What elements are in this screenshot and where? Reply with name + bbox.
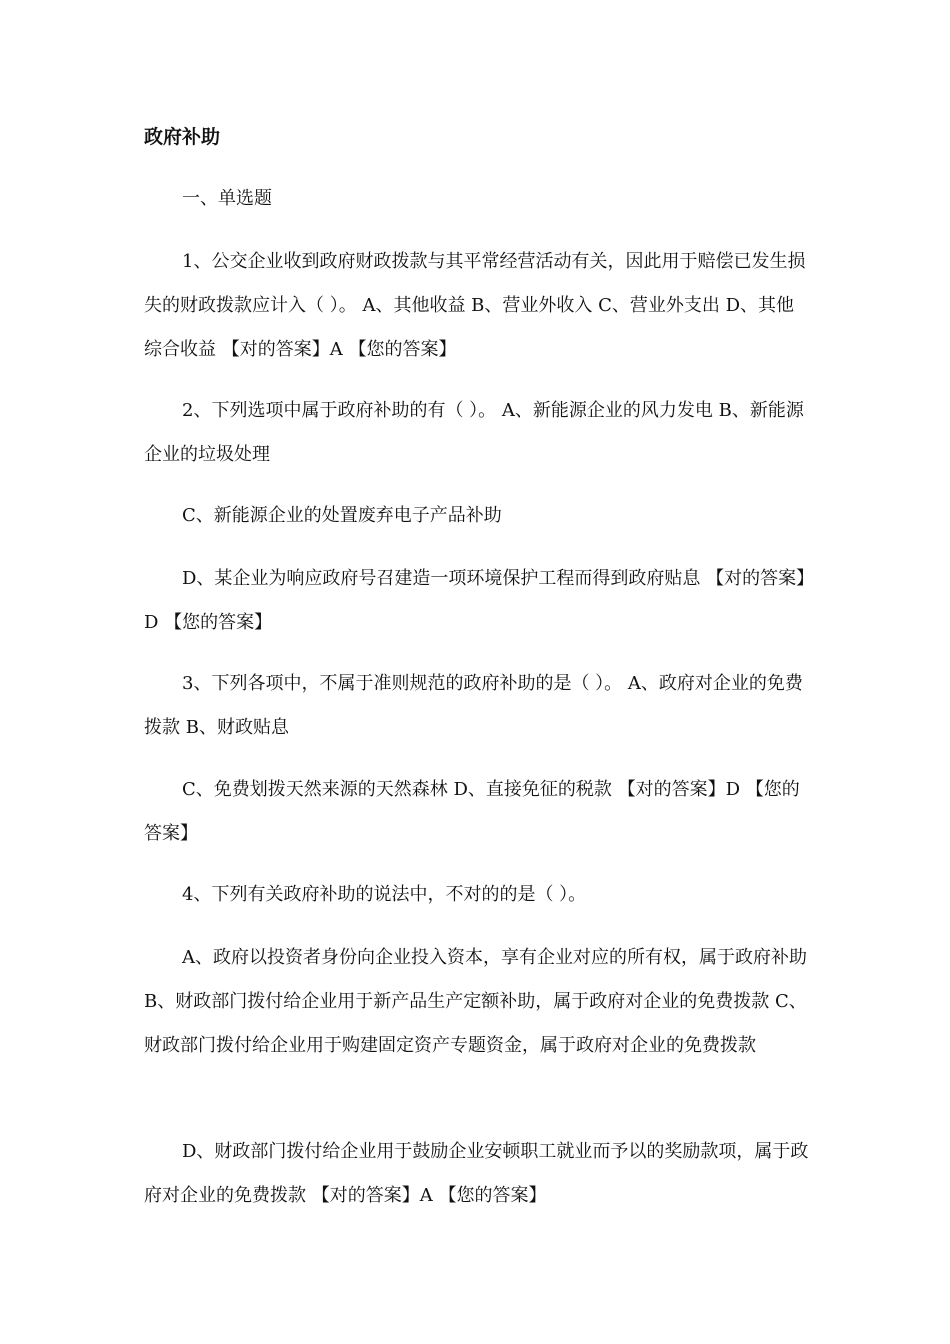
question-2-option-c: C、新能源企业的处置废弃电子产品补助 [182, 505, 502, 526]
question-2-option-d: D、某企业为响应政府号召建造一项环境保护工程而得到政府贴息 【对的答案】D 【您的答案】 [144, 568, 806, 633]
question-4-options-a-c: A、政府以投资者身份向企业投入资本，享有企业对应的所有权，属于政府补助 B、财政部门拨付给企业用于新产品生产定额补助，属于政府对企业的免费拨款 C、财政部门拨付给企业用于购建固定资产专题资金，属于政府对企业的免费拨款 [144, 947, 807, 1056]
question-2: 2、下列选项中属于政府补助的有（ ）。 A、新能源企业的风力发电 B、新能源企业的垃圾处理 [144, 400, 804, 465]
question-3: 3、下列各项中，不属于准则规范的政府补助的是（ ）。 A、政府对企业的免费拨款 B、财政贴息 [144, 673, 803, 738]
section-heading-single-choice: 一、单选题 [182, 188, 272, 209]
document-title: 政府补助 [144, 126, 221, 148]
question-3-options: C、免费划拨天然来源的天然森林 D、直接免征的税款 【对的答案】D 【您的答案】 [144, 779, 800, 844]
question-4: 4、下列有关政府补助的说法中，不对的的是（ ）。 [182, 884, 587, 905]
question-4-option-d: D、财政部门拨付给企业用于鼓励企业安顿职工就业而予以的奖励款项，属于政府对企业的免费拨款 【对的答案】A 【您的答案】 [144, 1141, 809, 1206]
question-1: 1、公交企业收到政府财政拨款与其平常经营活动有关，因此用于赔偿已发生损失的财政拨款应计入（ ）。 A、其他收益 B、营业外收入 C、营业外支出 D、其他综合收益 【对的答案】A 【您的答案】 [144, 251, 806, 360]
